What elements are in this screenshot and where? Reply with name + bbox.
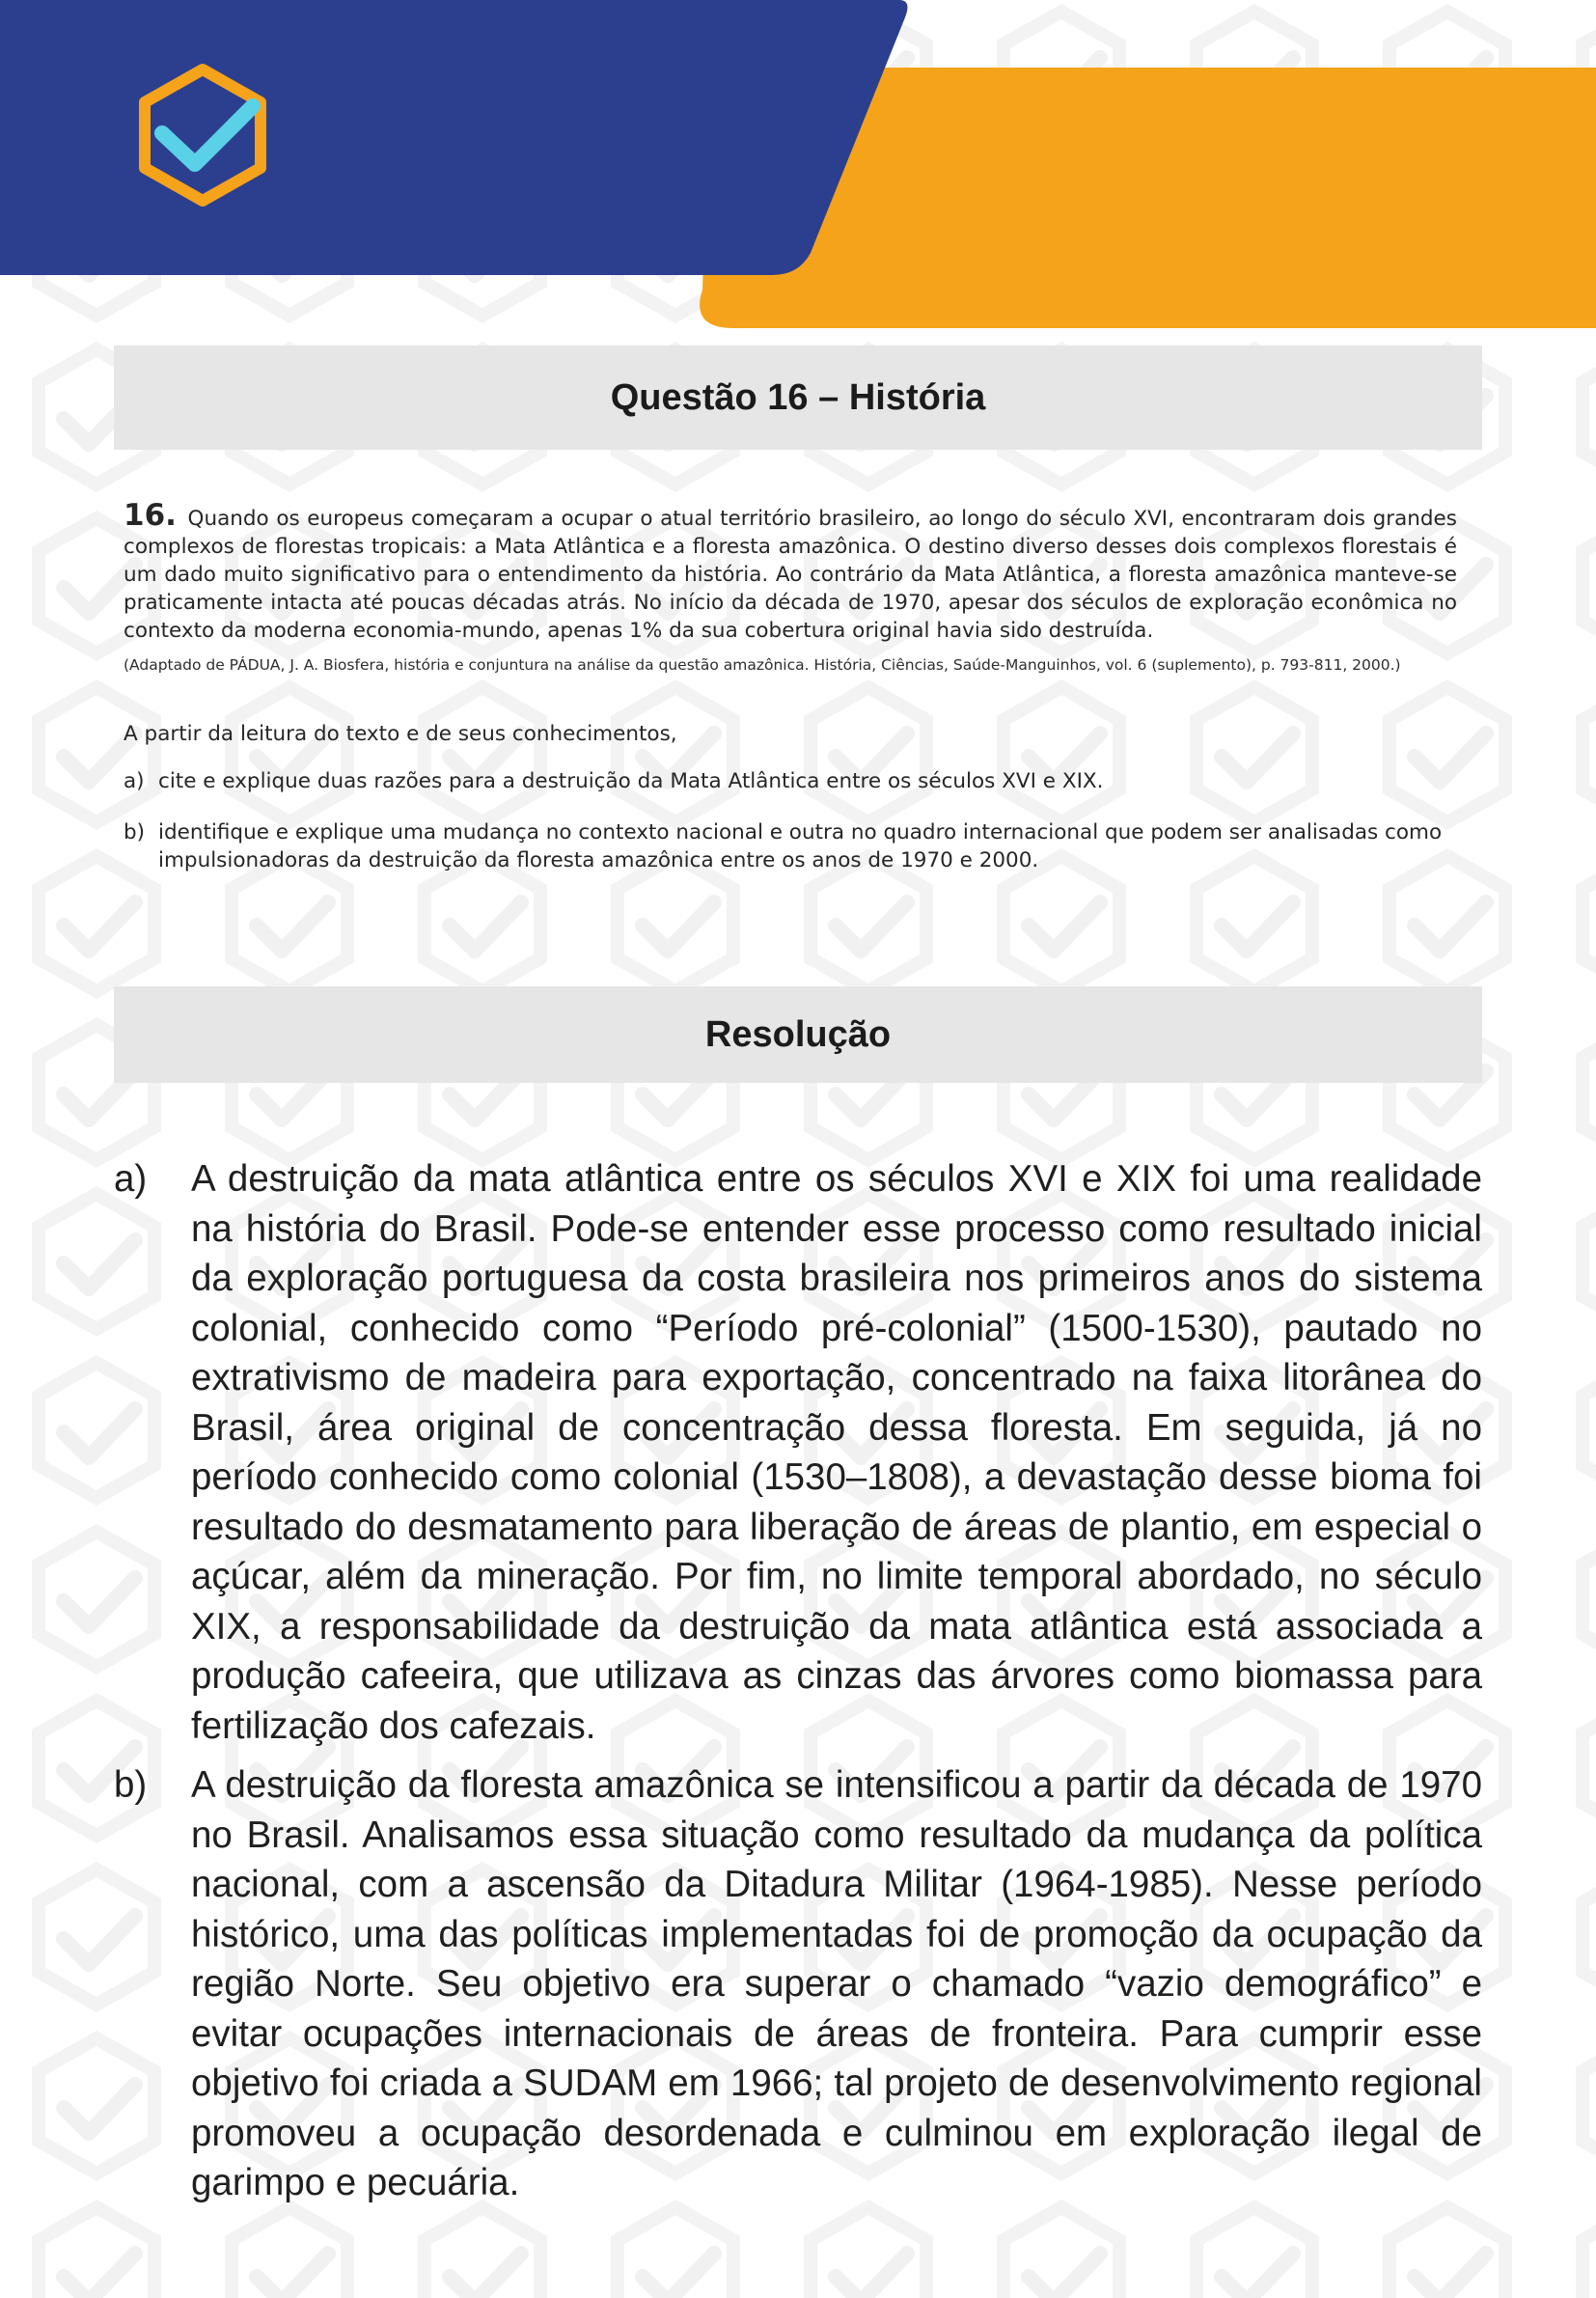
question-item-label: b) — [124, 820, 146, 844]
question-prompt: A partir da leitura do texto e de seus conhecimentos, — [124, 722, 677, 746]
question-item-text: cite e explique duas razões para a destruição da Mata Atlântica entre os séculos XVI e XIX. — [158, 769, 1104, 793]
question-source: (Adaptado de PÁDUA, J. A. Biosfera, história e conjuntura na análise da questão amazônica. História, Ciências, Saúde-Manguinhos, vol. 6 (suplemento), p. 793-811, 2000.) — [124, 656, 1401, 674]
answer-label: a) — [114, 1158, 148, 1200]
answer-text: A destruição da floresta amazônica se intensificou a partir da década de 1970 no Brasil. Analisamos essa situação como resultado da mudança da política nacional, com a ascensão da Ditadura Militar (1964-1985). Nesse período histórico, uma das políticas implementadas foi de promoção da ocupação da região Norte. Seu objetivo era superar o chamado “vazio demográfico” e evitar ocupações internacionais de áreas de fronteira. Para cumprir esse objetivo foi criada a SUDAM em 1966; tal projeto de desenvolvimento regional promoveu a ocupação desordenada e culminou em exploração ilegal de garimpo e pecuária. — [191, 1764, 1482, 2203]
question-block — [124, 498, 1457, 874]
question-item-label: a) — [124, 769, 145, 793]
answer-text: A destruição da mata atlântica entre os séculos XVI e XIX foi uma realidade na história do Brasil. Pode-se entender esse processo como resultado inicial da exploração portuguesa da costa brasileira nos primeiros anos do sistema colonial, conhecido como “Período pré-colonial” (1500-1530), pautado no extrativismo de madeira para exportação, concentrado na faixa litorânea do Brasil, área original de concentração dessa floresta. Em seguida, já no período conhecido como colonial (1530–1808), a devastação desse bioma foi resultado do desmatamento para liberação de áreas de plantio, em especial o açúcar, além da mineração. Por fim, no limite temporal abordado, no século XIX, a responsabilidade da destruição da mata atlântica está associada a produção cafeeira, que utilizava as cinzas das árvores como biomassa para fertilização dos cafezais. — [191, 1158, 1482, 1747]
question-item-a — [124, 767, 1457, 795]
question-text-paragraph — [124, 498, 1457, 645]
answer-a — [114, 1154, 1482, 1751]
question-section-title: Questão 16 – História — [610, 376, 986, 418]
question-text: Quando os europeus começaram a ocupar o atual território brasileiro, ao longo do século XVI, encontraram dois grandes complexos de florestas tropicais: a Mata Atlântica e a floresta amazônica. O destino diverso desses dois complexos florestais é um dado muito significativo para o entendimento da história. Ao contrário da Mata Atlântica, a floresta amazônica manteve-se praticamente intacta até poucas décadas atrás. No início da década de 1970, apesar dos séculos de exploração econômica no contexto da moderna economia-mundo, apenas 1% da sua cobertura original havia sido destruída. — [124, 507, 1457, 643]
header-banner — [0, 0, 1596, 347]
resolution-section-bar — [114, 986, 1482, 1083]
question-section-bar — [114, 346, 1482, 450]
question-item-b — [124, 818, 1457, 874]
answer-b — [114, 1760, 1482, 2208]
header-blue-shape — [0, 0, 907, 275]
resolution-section-title: Resolução — [704, 1013, 892, 1055]
question-number: 16. — [124, 498, 177, 533]
answers-block — [114, 1154, 1482, 2208]
question-item-text: identifique e explique uma mudança no contexto nacional e outra no quadro internacional que podem ser analisadas como impulsionadoras da destruição da floresta amazônica entre os anos de 1970 e 2000. — [158, 820, 1443, 872]
answer-label: b) — [114, 1764, 148, 1806]
